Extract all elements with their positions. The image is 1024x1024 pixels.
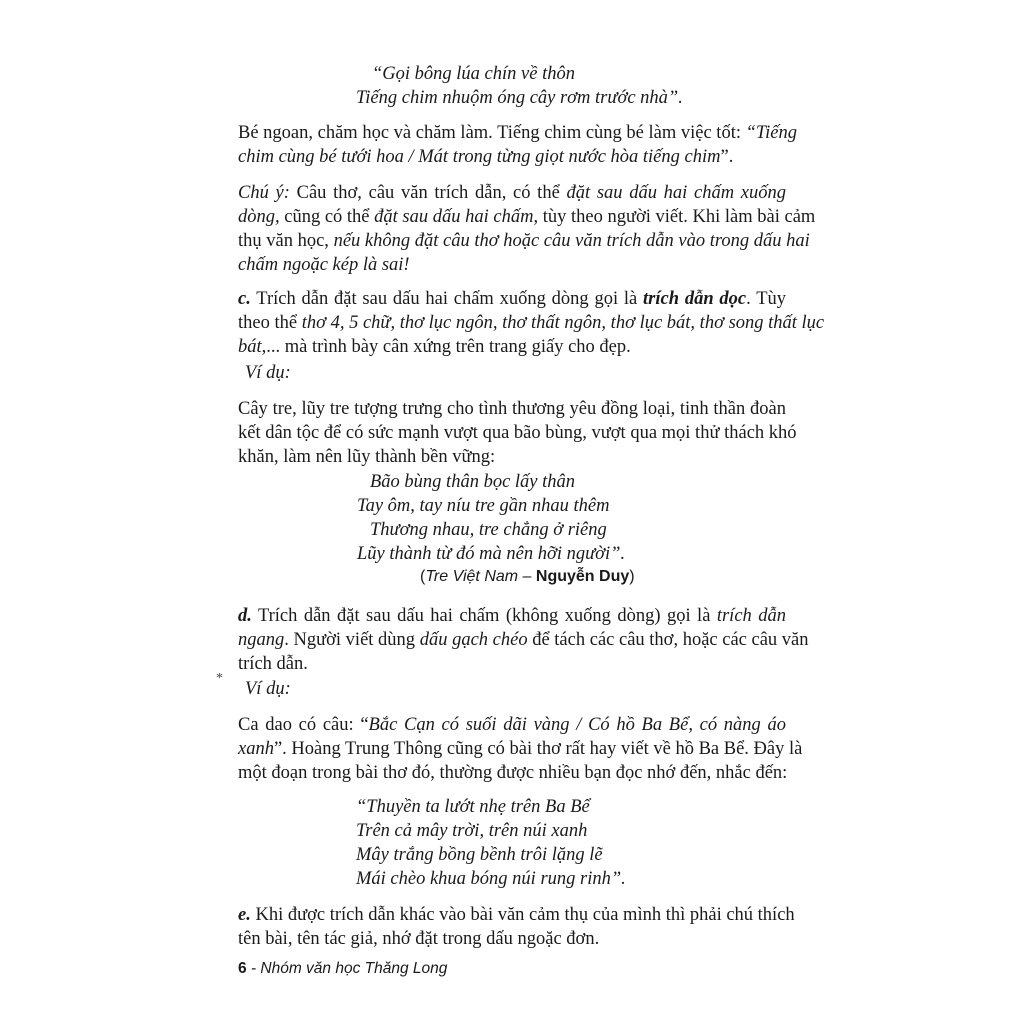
para1-quote-end: ”. (720, 147, 734, 167)
note-line-4: chấm ngoặc kép là sai! (238, 255, 410, 275)
para1-line-2 (238, 145, 733, 169)
note-emphasis: đặt sau dấu hai chấm (374, 207, 534, 227)
example2-quote: Bắc Cạn có suối dãi vàng / Có hồ Ba Bể, có nàng áo (368, 715, 786, 735)
example1-poem-line-1: Bão bùng thân bọc lấy thân (370, 472, 576, 492)
example2-poem-line-2: Trên cả mây trời, trên núi xanh (356, 821, 588, 841)
example2-label: Ví dụ: (245, 679, 291, 699)
sec-d-line-2 (238, 628, 809, 652)
sec-c-line-2 (238, 311, 825, 335)
sec-d-text: . Người viết dùng (284, 630, 420, 650)
example1-line-3: khăn, làm nên lũy thành bền vững: (238, 447, 496, 467)
sec-c-emphasis: thơ 4, 5 chữ, thơ lục ngôn, thơ thất ngôn, thơ lục bát, thơ song thất lục (301, 313, 825, 333)
example1-poem-line-4: Lũy thành từ đó mà nên hỡi người”. (357, 544, 626, 564)
page-footer (238, 960, 447, 978)
note-text: cũng có thể (279, 207, 375, 227)
sec-c-emphasis: bát (238, 337, 262, 357)
credit-paren: ( (420, 568, 426, 585)
sec-e-text: Khi được trích dẫn khác vào bài văn cảm thụ của mình thì phải chú thích (250, 905, 795, 925)
credit-paren: ) (629, 568, 635, 585)
sec-e-letter: e. (238, 905, 251, 925)
sec-d-emphasis: dấu gạch chéo (419, 630, 528, 650)
example2-quote: xanh (238, 739, 274, 759)
example2-poem-line-3: Mây trắng bồng bềnh trôi lặng lẽ (356, 845, 603, 865)
note-line-2 (238, 205, 816, 229)
note-line-3 (238, 229, 810, 253)
note-text: , tùy theo người viết. Khi làm bài cảm (533, 207, 816, 227)
note-line-1 (238, 181, 786, 205)
example2-text: Ca dao có câu: “ (238, 715, 369, 735)
sec-d-emphasis: trích dẫn (716, 606, 786, 626)
sec-d-line-3: trích dẫn. (238, 654, 308, 674)
para1-text: Bé ngoan, chăm học và chăm làm. Tiếng chim cùng bé làm việc tốt: (238, 123, 746, 143)
sec-c-term: trích dẫn dọc (643, 289, 747, 309)
note-emphasis: dòng, (238, 207, 280, 227)
sec-d-text: Trích dẫn đặt sau dấu hai chấm (không xuống dòng) gọi là (251, 606, 717, 626)
sec-d-line-1 (238, 604, 786, 628)
para1-line-1 (238, 121, 798, 145)
sec-c-letter: c. (238, 289, 251, 309)
example2-text: ”. Hoàng Trung Thông cũng có bài thơ rất hay viết về hồ Ba Bể. Đây là (273, 739, 803, 759)
example1-poem-line-2: Tay ôm, tay níu tre gần nhau thêm (357, 496, 610, 516)
sec-c-text: ,... mà trình bày cân xứng trên trang giấy cho đẹp. (261, 337, 631, 357)
sec-d-letter: d. (238, 606, 252, 626)
sec-c-text: . Tùy (746, 289, 787, 309)
credit-author: Nguyễn Duy (535, 568, 630, 585)
note-emphasis: đặt sau dấu hai chấm xuống (566, 183, 787, 203)
sec-e-line-2: tên bài, tên tác giả, nhớ đặt trong dấu ngoặc đơn. (238, 929, 600, 949)
note-text: Câu thơ, câu văn trích dẫn, có thể (289, 183, 567, 203)
sec-e-line-1 (238, 903, 795, 927)
example1-poem-line-3: Thương nhau, tre chẳng ở riêng (370, 520, 607, 540)
para1-quote: chim cùng bé tưới hoa / Mát trong từng giọt nước hòa tiếng chim (238, 147, 721, 167)
sec-c-text: theo thể (238, 313, 302, 333)
poem1-line-2: Tiếng chim nhuộm óng cây rơm trước nhà”. (356, 88, 683, 108)
note-label: Chú ý: (238, 183, 290, 203)
sec-c-text: Trích dẫn đặt sau dấu hai chấm xuống dòng gọi là (250, 289, 644, 309)
sec-c-line-3 (238, 335, 631, 359)
footer-publisher: Nhóm văn học Thăng Long (260, 960, 448, 977)
page-number: 6 (238, 960, 247, 977)
footer-separator: - (246, 960, 261, 977)
para1-quote-start: “Tiếng (745, 123, 798, 143)
example1-line-1: Cây tre, lũy tre tượng trưng cho tình thương yêu đồng loại, tinh thần đoàn (238, 399, 786, 419)
example2-line-2 (238, 737, 803, 761)
credit-title: Tre Việt Nam (425, 568, 519, 585)
example2-poem-line-4: Mái chèo khua bóng núi rung rinh”. (356, 869, 626, 889)
example1-line-2: kết dân tộc để có sức mạnh vượt qua bão bùng, vượt qua mọi thử thách khó (238, 423, 797, 443)
example2-line-3: một đoạn trong bài thơ đó, thường được nhiều bạn đọc nhớ đến, nhắc đến: (238, 763, 788, 783)
note-text: thụ văn học, (238, 231, 334, 251)
poem-credit (420, 568, 635, 586)
example1-label: Ví dụ: (245, 363, 291, 383)
sec-d-text: để tách các câu thơ, hoặc các câu văn (527, 630, 809, 650)
sec-c-line-1 (238, 287, 786, 311)
poem1-line-1: “Gọi bông lúa chín về thôn (372, 64, 575, 84)
example2-line-1 (238, 713, 786, 737)
example2-poem-line-1: “Thuyền ta lướt nhẹ trên Ba Bể (356, 797, 590, 817)
ink-speck-mark: * (216, 671, 223, 686)
note-emphasis: nếu không đặt câu thơ hoặc câu văn trích dẫn vào trong dấu hai (333, 231, 810, 251)
sec-d-emphasis: ngang (238, 630, 285, 650)
credit-dash: – (518, 568, 536, 585)
